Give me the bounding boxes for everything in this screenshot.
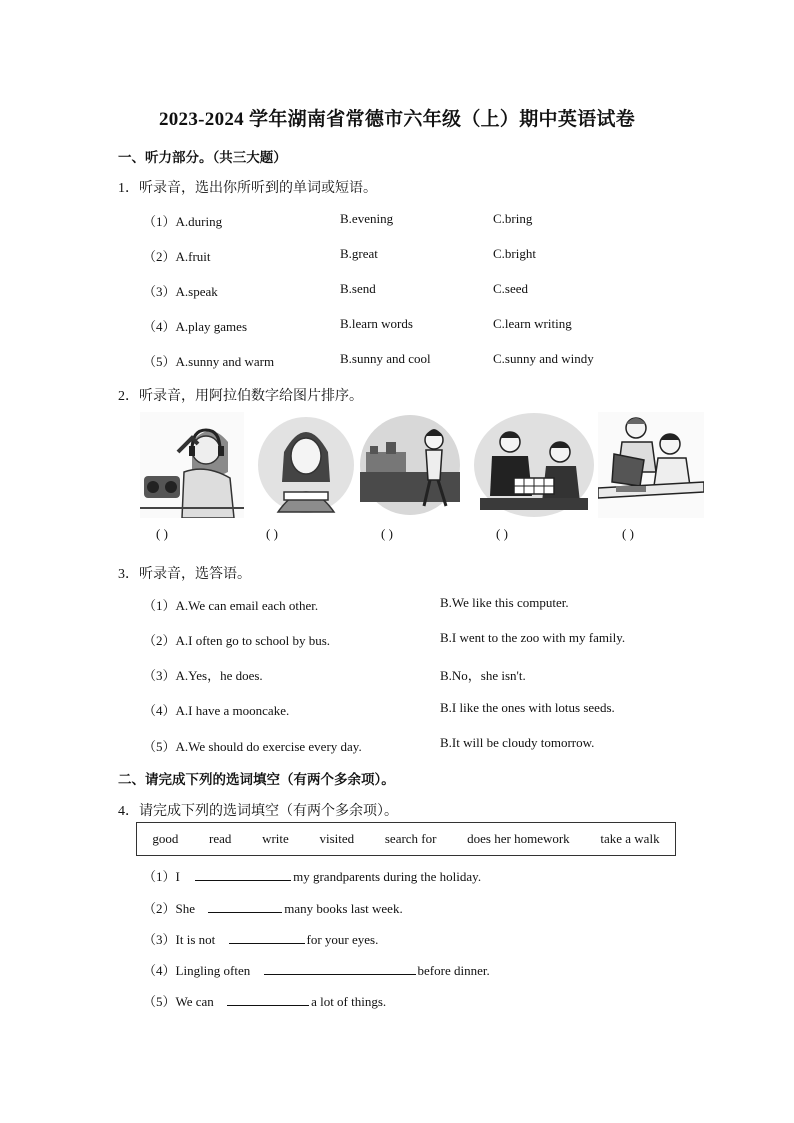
picture-4-answer-blank[interactable]: ( ) [496,526,508,541]
option-c: C.sunny and windy [493,351,594,366]
item-number: （2） [143,901,176,916]
option-a: A.during [175,214,223,229]
q1-row-5 [143,351,274,370]
word-bank-item: good [152,831,179,846]
q4-item-4 [143,960,490,979]
option-c: C.bring [493,211,533,226]
q4-item-3 [143,929,378,948]
picture-5-answer-blank[interactable]: ( ) [622,526,634,541]
sentence-end: a lot of things. [311,994,387,1009]
q1-row-4 [143,316,247,335]
fill-blank[interactable] [264,962,416,975]
option-a: A.speak [175,284,218,299]
option-c: C.seed [493,281,529,296]
section-vocabulary-heading: 二、请完成下列的选词填空（有两个多余项）。 [118,772,395,787]
option-a: A.play games [175,319,247,334]
item-number: （1） [143,869,176,884]
option-b: B.learn words [340,316,413,331]
word-bank-item: take a walk [600,831,660,846]
item-number: （4） [143,703,176,718]
item-number: （1） [143,598,176,613]
word-bank-item: does her homework [467,831,570,846]
picture-children-at-computer [598,412,704,518]
word-bank [136,822,676,856]
picture-girl-walking [360,412,460,518]
fill-blank[interactable] [195,868,291,881]
sentence-end: for your eyes. [306,932,379,947]
sentence-end: before dinner. [417,963,490,978]
fill-blank[interactable] [208,900,282,913]
item-number: （5） [143,994,176,1009]
sentence-start: Lingling often [175,963,251,978]
word-bank-item: visited [319,831,355,846]
item-number: （3） [143,932,176,947]
option-b: B.evening [340,211,394,226]
q4-item-1 [143,866,481,885]
word-bank-item: search for [384,831,437,846]
word-bank-item: read [209,831,232,846]
q3-row-5 [143,736,362,755]
question-4-stem: 4．请完成下列的选词填空（有两个多余项）。 [118,804,398,819]
sentence-end: my grandparents during the holiday. [293,869,482,884]
sentence-end: many books last week. [284,901,403,916]
sentence-start: I [175,869,180,884]
picture-boy-with-headphones [140,412,244,518]
item-number: （4） [143,963,176,978]
option-b: B.send [340,281,376,296]
q4-item-2 [143,898,403,917]
option-a: A.I have a mooncake. [175,703,290,718]
option-b: B.sunny and cool [340,351,431,366]
question-3-stem: 3．听录音，选答语。 [118,567,251,582]
option-c: C.learn writing [493,316,572,331]
option-a: A.I often go to school by bus. [175,633,331,648]
sentence-start: It is not [175,932,216,947]
q3-row-4 [143,700,289,719]
item-number: （2） [143,633,176,648]
fill-blank[interactable] [229,931,305,944]
item-number: （1） [143,214,176,229]
question-2-stem: 2．听录音，用阿拉伯数字给图片排序。 [118,389,363,404]
question-1-stem: 1．听录音，选出你所听到的单词或短语。 [118,181,377,196]
item-number: （3） [143,668,176,683]
item-number: （5） [143,354,176,369]
option-a: A.fruit [175,249,211,264]
picture-2-answer-blank[interactable]: ( ) [266,526,278,541]
item-number: （2） [143,249,176,264]
picture-girl-reading [258,412,354,518]
page-title: 2023-2024 学年湖南省常德市六年级（上）期中英语试卷 [158,109,636,130]
picture-playing-chess [474,412,594,518]
picture-1-answer-blank[interactable]: ( ) [156,526,168,541]
option-b: B.great [340,246,378,261]
option-a: A.We can email each other. [175,598,319,613]
fill-blank[interactable] [227,993,309,1006]
option-b: B.No，she isn't. [440,668,526,683]
q1-row-1 [143,211,222,230]
word-bank-item: write [262,831,289,846]
q3-row-1 [143,595,318,614]
item-number: （3） [143,284,176,299]
item-number: （5） [143,739,176,754]
option-a: A.sunny and warm [175,354,275,369]
option-b: B.I went to the zoo with my family. [440,630,626,645]
q1-row-3 [143,281,218,300]
option-b: B.It will be cloudy tomorrow. [440,735,595,750]
q1-row-2 [143,246,211,265]
option-b: B.I like the ones with lotus seeds. [440,700,615,715]
item-number: （4） [143,319,176,334]
option-c: C.bright [493,246,536,261]
q4-item-5 [143,991,386,1010]
section-listening-heading: 一、听力部分。（共三大题） [118,150,287,165]
option-b: B.We like this computer. [440,595,569,610]
q3-row-3 [143,665,263,684]
picture-3-answer-blank[interactable]: ( ) [381,526,393,541]
sentence-start: She [175,901,196,916]
sentence-start: We can [175,994,214,1009]
option-a: A.We should do exercise every day. [175,739,362,754]
q3-row-2 [143,630,330,649]
option-a: A.Yes，he does. [175,668,263,683]
